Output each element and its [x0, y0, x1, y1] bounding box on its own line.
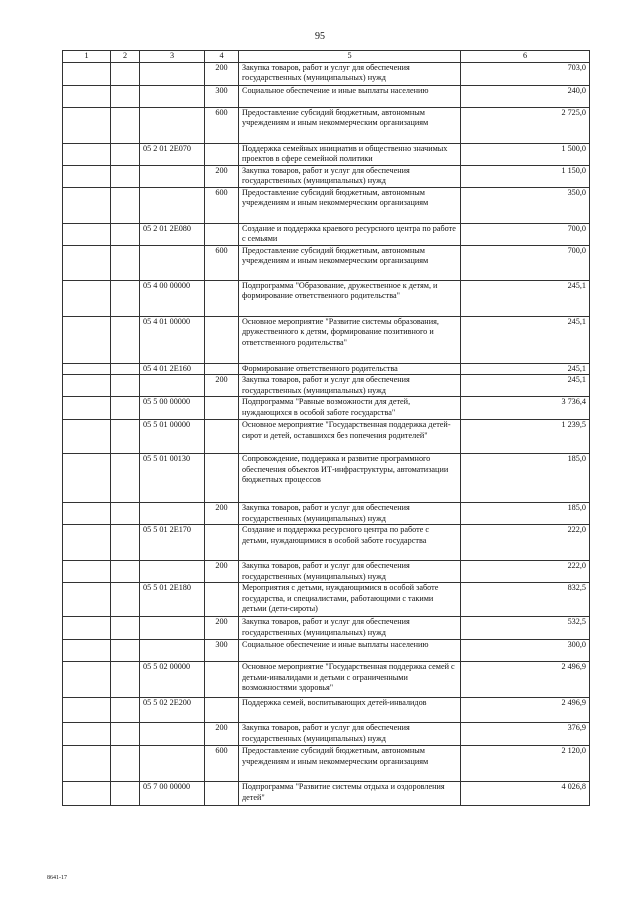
- amount-cell: 245,1: [461, 375, 590, 397]
- cell-col1: [63, 317, 111, 364]
- description-cell: Закупка товаров, работ и услуг для обеспечения государственных (муниципальных) нужд: [239, 617, 461, 640]
- cell-col1: [63, 166, 111, 188]
- cell-col1: [63, 746, 111, 782]
- amount-cell: 532,5: [461, 617, 590, 640]
- description-cell: Мероприятия с детьми, нуждающимися в особой заботе государства, и специалистами, работающими с такими детьми (дети-сироты): [239, 583, 461, 617]
- column-header: 5: [239, 51, 461, 63]
- table-row: [63, 188, 590, 224]
- cell-col1: [63, 503, 111, 525]
- expense-type-cell: 600: [205, 746, 239, 782]
- expense-type-cell: 200: [205, 617, 239, 640]
- target-code-cell: [140, 63, 205, 86]
- cell-col1: [63, 561, 111, 583]
- cell-col2: [111, 640, 140, 662]
- expense-type-cell: [205, 420, 239, 454]
- table-row: [63, 246, 590, 281]
- amount-cell: 2 496,9: [461, 662, 590, 698]
- table-row: [63, 397, 590, 420]
- description-cell: Сопровождение, поддержка и развитие программного обеспечения объектов ИТ-инфраструктуры, автоматизации бюджетных процессов: [239, 454, 461, 503]
- cell-col2: [111, 525, 140, 561]
- description-cell: Закупка товаров, работ и услуг для обеспечения государственных (муниципальных) нужд: [239, 561, 461, 583]
- column-header: 4: [205, 51, 239, 63]
- column-header: 2: [111, 51, 140, 63]
- target-code-cell: [140, 617, 205, 640]
- target-code-cell: [140, 86, 205, 108]
- amount-cell: 3 736,4: [461, 397, 590, 420]
- expense-type-cell: [205, 224, 239, 246]
- description-cell: Предоставление субсидий бюджетным, автономным учреждениям и иным некоммерческим организациям: [239, 746, 461, 782]
- table-row: [63, 144, 590, 166]
- expense-type-cell: [205, 698, 239, 723]
- amount-cell: 185,0: [461, 503, 590, 525]
- description-cell: Предоставление субсидий бюджетным, автономным учреждениям и иным некоммерческим организациям: [239, 188, 461, 224]
- target-code-cell: [140, 561, 205, 583]
- expense-type-cell: 600: [205, 108, 239, 144]
- description-cell: Создание и поддержка ресурсного центра по работе с детьми, нуждающимися в особой заботе государства: [239, 525, 461, 561]
- cell-col2: [111, 281, 140, 317]
- expense-type-cell: 200: [205, 375, 239, 397]
- cell-col2: [111, 420, 140, 454]
- table-row: [63, 420, 590, 454]
- expense-type-cell: [205, 281, 239, 317]
- cell-col2: [111, 503, 140, 525]
- target-code-cell: 05 5 01 2Е170: [140, 525, 205, 561]
- amount-cell: 700,0: [461, 246, 590, 281]
- cell-col2: [111, 144, 140, 166]
- amount-cell: 245,1: [461, 364, 590, 375]
- cell-col1: [63, 525, 111, 561]
- table-row: [63, 723, 590, 746]
- amount-cell: 376,9: [461, 723, 590, 746]
- table-row: [63, 454, 590, 503]
- cell-col2: [111, 63, 140, 86]
- target-code-cell: [140, 640, 205, 662]
- cell-col2: [111, 317, 140, 364]
- description-cell: Закупка товаров, работ и услуг для обеспечения государственных (муниципальных) нужд: [239, 723, 461, 746]
- table-row: [63, 317, 590, 364]
- target-code-cell: [140, 723, 205, 746]
- expense-type-cell: [205, 364, 239, 375]
- cell-col2: [111, 782, 140, 806]
- expense-type-cell: 200: [205, 63, 239, 86]
- cell-col1: [63, 640, 111, 662]
- description-cell: Поддержка семейных инициатив и общественно значимых проектов в сфере семейной политики: [239, 144, 461, 166]
- table-row: [63, 364, 590, 375]
- target-code-cell: [140, 188, 205, 224]
- description-cell: Социальное обеспечение и иные выплаты населению: [239, 640, 461, 662]
- description-cell: Основное мероприятие "Государственная поддержка семей с детьми-инвалидами и детьми с ограниченными возможностями здоровья": [239, 662, 461, 698]
- expense-type-cell: [205, 454, 239, 503]
- expense-type-cell: 600: [205, 188, 239, 224]
- column-number-row: [63, 51, 590, 63]
- table-row: [63, 525, 590, 561]
- amount-cell: 832,5: [461, 583, 590, 617]
- target-code-cell: 05 7 00 00000: [140, 782, 205, 806]
- description-cell: Подпрограмма "Равные возможности для детей, нуждающихся в особой заботе государства": [239, 397, 461, 420]
- table-row: [63, 375, 590, 397]
- target-code-cell: 05 5 00 00000: [140, 397, 205, 420]
- description-cell: Формирование ответственного родительства: [239, 364, 461, 375]
- amount-cell: 240,0: [461, 86, 590, 108]
- table-row: [63, 86, 590, 108]
- budget-table: [62, 50, 590, 806]
- cell-col1: [63, 698, 111, 723]
- description-cell: Основное мероприятие "Развитие системы образования, дружественного к детям, формирование позитивного и ответственного родительства": [239, 317, 461, 364]
- cell-col1: [63, 86, 111, 108]
- table-row: [63, 166, 590, 188]
- cell-col1: [63, 454, 111, 503]
- cell-col1: [63, 188, 111, 224]
- amount-cell: 350,0: [461, 188, 590, 224]
- cell-col1: [63, 723, 111, 746]
- amount-cell: 700,0: [461, 224, 590, 246]
- expense-type-cell: 300: [205, 86, 239, 108]
- target-code-cell: 05 5 01 2Е180: [140, 583, 205, 617]
- table-row: [63, 782, 590, 806]
- cell-col2: [111, 246, 140, 281]
- target-code-cell: [140, 503, 205, 525]
- description-cell: Поддержка семей, воспитывающих детей-инвалидов: [239, 698, 461, 723]
- cell-col2: [111, 723, 140, 746]
- amount-cell: 222,0: [461, 561, 590, 583]
- target-code-cell: 05 5 02 2Е200: [140, 698, 205, 723]
- expense-type-cell: [205, 782, 239, 806]
- table-row: [63, 617, 590, 640]
- table-row: [63, 63, 590, 86]
- amount-cell: 703,0: [461, 63, 590, 86]
- column-header: 3: [140, 51, 205, 63]
- cell-col1: [63, 108, 111, 144]
- table-row: [63, 662, 590, 698]
- footer-code: 8641-17: [47, 875, 67, 881]
- target-code-cell: [140, 108, 205, 144]
- expense-type-cell: [205, 583, 239, 617]
- cell-col1: [63, 420, 111, 454]
- description-cell: Предоставление субсидий бюджетным, автономным учреждениям и иным некоммерческим организациям: [239, 246, 461, 281]
- amount-cell: 245,1: [461, 281, 590, 317]
- cell-col2: [111, 364, 140, 375]
- table-row: [63, 281, 590, 317]
- cell-col1: [63, 782, 111, 806]
- column-header: 6: [461, 51, 590, 63]
- cell-col2: [111, 746, 140, 782]
- amount-cell: 245,1: [461, 317, 590, 364]
- table-row: [63, 503, 590, 525]
- expense-type-cell: 300: [205, 640, 239, 662]
- table-row: [63, 746, 590, 782]
- expense-type-cell: 200: [205, 503, 239, 525]
- target-code-cell: [140, 746, 205, 782]
- target-code-cell: 05 5 01 00000: [140, 420, 205, 454]
- cell-col2: [111, 698, 140, 723]
- description-cell: Закупка товаров, работ и услуг для обеспечения государственных (муниципальных) нужд: [239, 63, 461, 86]
- target-code-cell: 05 4 00 00000: [140, 281, 205, 317]
- expense-type-cell: 200: [205, 723, 239, 746]
- cell-col1: [63, 144, 111, 166]
- cell-col1: [63, 224, 111, 246]
- expense-type-cell: [205, 317, 239, 364]
- cell-col1: [63, 281, 111, 317]
- cell-col2: [111, 188, 140, 224]
- amount-cell: 300,0: [461, 640, 590, 662]
- amount-cell: 2 120,0: [461, 746, 590, 782]
- target-code-cell: 05 4 01 2Е160: [140, 364, 205, 375]
- amount-cell: 4 026,8: [461, 782, 590, 806]
- expense-type-cell: [205, 144, 239, 166]
- cell-col2: [111, 166, 140, 188]
- expense-type-cell: [205, 525, 239, 561]
- cell-col2: [111, 224, 140, 246]
- table-row: [63, 561, 590, 583]
- cell-col1: [63, 617, 111, 640]
- cell-col1: [63, 63, 111, 86]
- cell-col2: [111, 617, 140, 640]
- expense-type-cell: 200: [205, 166, 239, 188]
- amount-cell: 1 500,0: [461, 144, 590, 166]
- cell-col1: [63, 583, 111, 617]
- amount-cell: 2 725,0: [461, 108, 590, 144]
- cell-col2: [111, 583, 140, 617]
- table-row: [63, 698, 590, 723]
- cell-col1: [63, 662, 111, 698]
- target-code-cell: [140, 166, 205, 188]
- table-row: [63, 224, 590, 246]
- expense-type-cell: 200: [205, 561, 239, 583]
- cell-col2: [111, 454, 140, 503]
- table-body: [63, 63, 590, 806]
- cell-col1: [63, 375, 111, 397]
- cell-col2: [111, 561, 140, 583]
- cell-col2: [111, 662, 140, 698]
- cell-col2: [111, 375, 140, 397]
- description-cell: Основное мероприятие "Государственная поддержка детей-сирот и детей, оставшихся без попечения родителей": [239, 420, 461, 454]
- description-cell: Предоставление субсидий бюджетным, автономным учреждениям и иным некоммерческим организациям: [239, 108, 461, 144]
- target-code-cell: [140, 375, 205, 397]
- expense-type-cell: [205, 662, 239, 698]
- amount-cell: 1 239,5: [461, 420, 590, 454]
- table-row: [63, 108, 590, 144]
- column-header: 1: [63, 51, 111, 63]
- description-cell: Подпрограмма "Образование, дружественное к детям, и формирование ответственного родительства": [239, 281, 461, 317]
- cell-col2: [111, 108, 140, 144]
- target-code-cell: [140, 246, 205, 281]
- description-cell: Социальное обеспечение и иные выплаты населению: [239, 86, 461, 108]
- expense-type-cell: 600: [205, 246, 239, 281]
- amount-cell: 185,0: [461, 454, 590, 503]
- target-code-cell: 05 4 01 00000: [140, 317, 205, 364]
- table-row: [63, 583, 590, 617]
- expense-type-cell: [205, 397, 239, 420]
- page-number: 95: [315, 31, 325, 42]
- cell-col1: [63, 364, 111, 375]
- description-cell: Закупка товаров, работ и услуг для обеспечения государственных (муниципальных) нужд: [239, 503, 461, 525]
- cell-col1: [63, 397, 111, 420]
- cell-col2: [111, 86, 140, 108]
- description-cell: Создание и поддержка краевого ресурсного центра по работе с семьями: [239, 224, 461, 246]
- amount-cell: 1 150,0: [461, 166, 590, 188]
- cell-col2: [111, 397, 140, 420]
- description-cell: Подпрограмма "Развитие системы отдыха и оздоровления детей": [239, 782, 461, 806]
- description-cell: Закупка товаров, работ и услуг для обеспечения государственных (муниципальных) нужд: [239, 166, 461, 188]
- target-code-cell: 05 5 01 00130: [140, 454, 205, 503]
- target-code-cell: 05 2 01 2Е070: [140, 144, 205, 166]
- target-code-cell: 05 2 01 2Е080: [140, 224, 205, 246]
- amount-cell: 222,0: [461, 525, 590, 561]
- table-row: [63, 640, 590, 662]
- target-code-cell: 05 5 02 00000: [140, 662, 205, 698]
- amount-cell: 2 496,9: [461, 698, 590, 723]
- description-cell: Закупка товаров, работ и услуг для обеспечения государственных (муниципальных) нужд: [239, 375, 461, 397]
- cell-col1: [63, 246, 111, 281]
